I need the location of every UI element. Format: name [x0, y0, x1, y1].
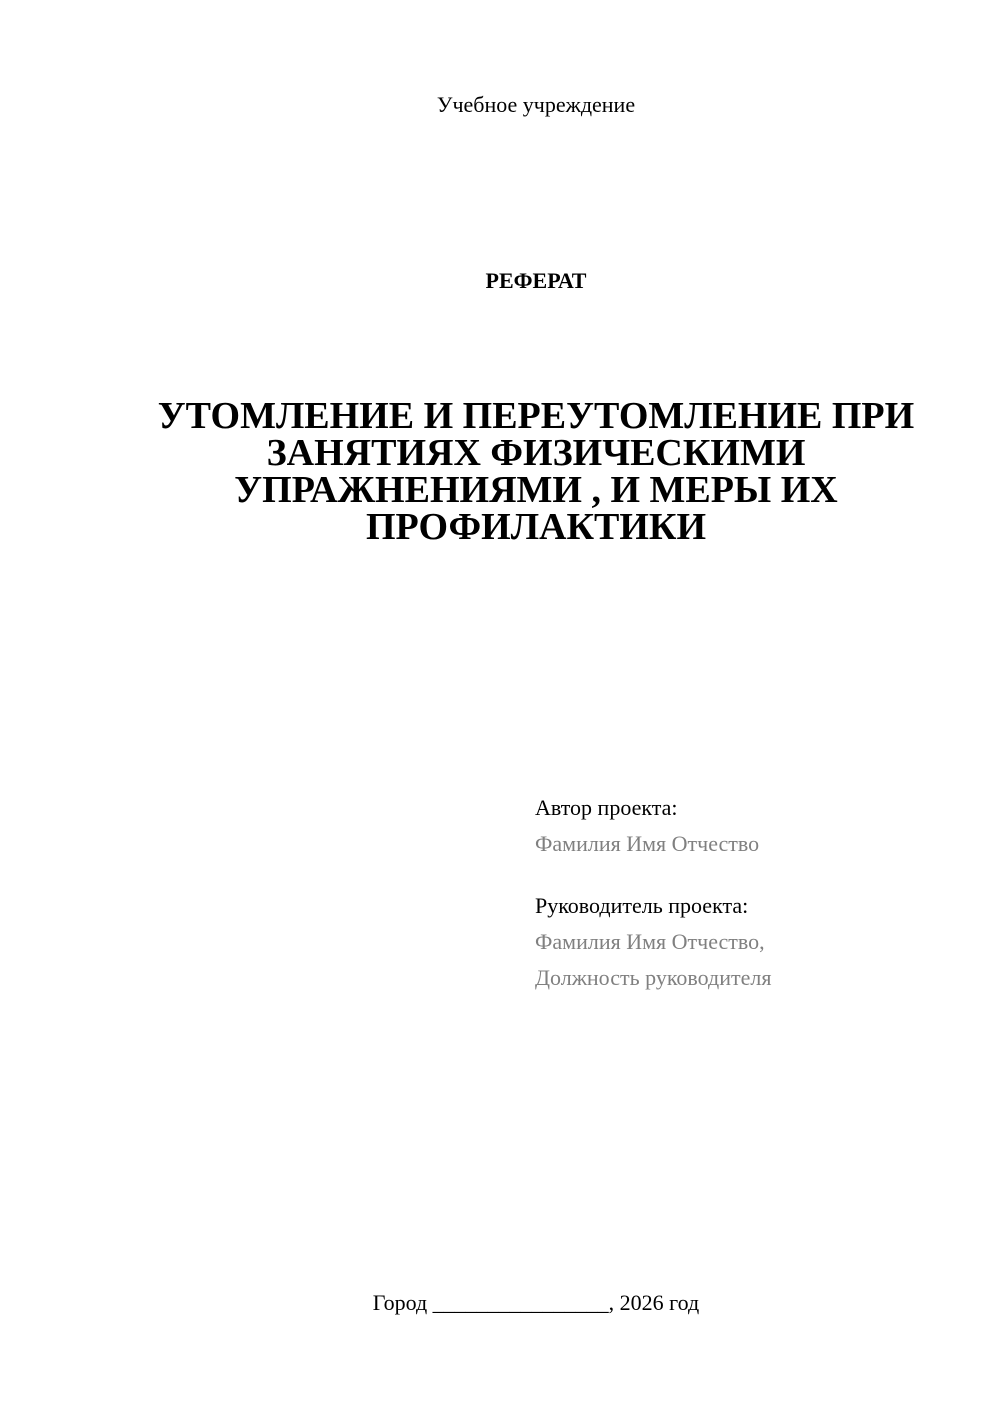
signature-block: [535, 790, 975, 996]
title-line-4: ПРОФИЛАКТИКИ: [365, 506, 707, 548]
document-type: РЕФЕРАТ: [485, 268, 587, 293]
supervisor-name: Фамилия Имя Отчество,: [535, 929, 765, 954]
document-title: [150, 395, 922, 548]
title-line-2: ЗАНЯТИЯХ ФИЗИЧЕСКИМИ: [266, 432, 806, 474]
author-name: Фамилия Имя Отчество: [535, 831, 760, 856]
author-label: Автор проекта:: [535, 795, 678, 820]
supervisor-position: Должность руководителя: [535, 965, 772, 990]
title-line-1: УТОМЛЕНИЕ И ПЕРЕУТОМЛЕНИЕ ПРИ: [157, 395, 915, 437]
institution-name: Учебное учреждение: [436, 92, 636, 117]
title-line-3: УПРАЖНЕНИЯМИ , И МЕРЫ ИХ: [234, 469, 838, 511]
supervisor-label: Руководитель проекта:: [535, 893, 749, 918]
signature-spacer: [535, 862, 975, 888]
city-year-footer: Город ________________, 2026 год: [372, 1290, 700, 1315]
